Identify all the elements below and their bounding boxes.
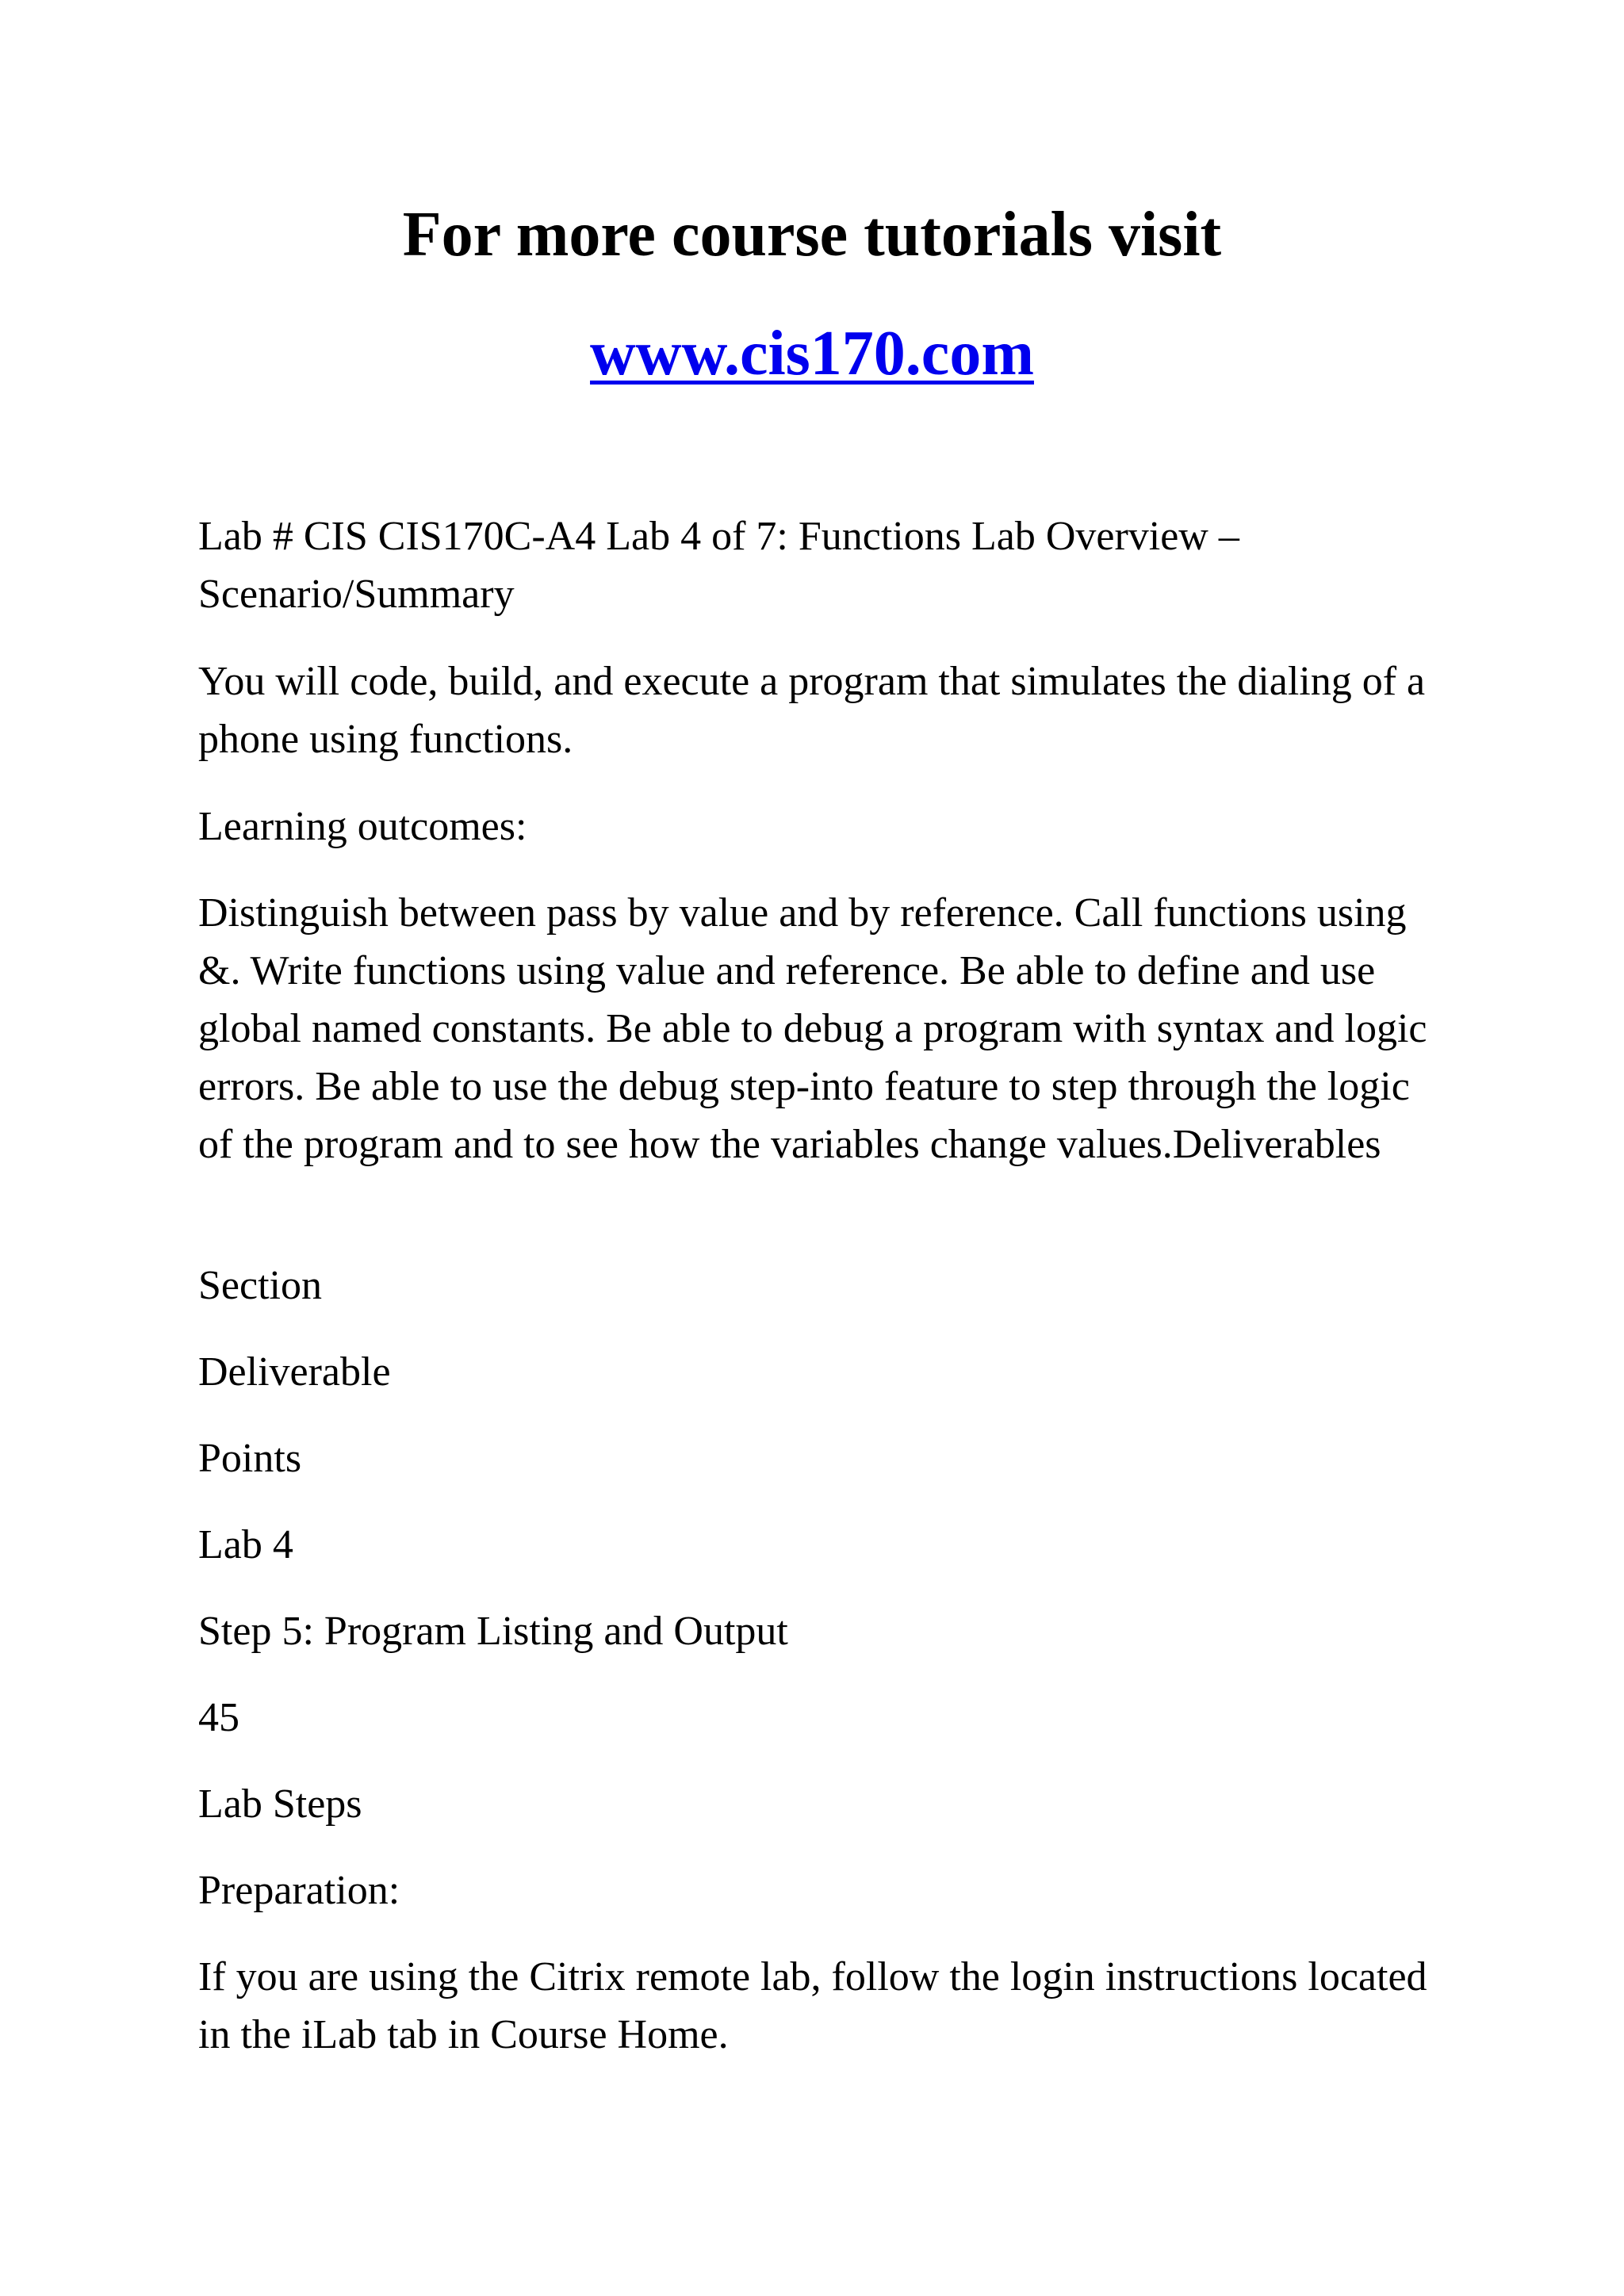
section-label: Section xyxy=(198,1263,322,1308)
lab-title-paragraph: Lab # CIS CIS170C-A4 Lab 4 of 7: Functions Lab Overview – Scenario/Summary xyxy=(198,514,1239,617)
learning-outcomes-heading: Learning outcomes: xyxy=(198,804,527,849)
step5-label: Step 5: Program Listing and Output xyxy=(198,1609,788,1654)
intro-paragraph: You will code, build, and execute a program that simulates the dialing of a phone using functions. xyxy=(198,659,1426,762)
lab-steps-heading: Lab Steps xyxy=(198,1781,362,1827)
points-label: Points xyxy=(198,1436,302,1481)
points-value: 45 xyxy=(198,1695,239,1740)
citrix-paragraph: If you are using the Citrix remote lab, follow the login instructions located in the iLab tab in Course Home. xyxy=(198,1954,1427,2057)
website-link[interactable]: www.cis170.com xyxy=(590,319,1034,388)
learning-outcomes-paragraph: Distinguish between pass by value and by reference. Call functions using &. Write functions using value and reference. Be able to define and use global named constants. Be able to debug a program with syntax and logic errors. Be able to use the debug step-into feature to step through the logic of the program and to see how the variables change values.Deliverables xyxy=(198,890,1427,1167)
deliverable-label: Deliverable xyxy=(198,1349,391,1395)
preparation-heading: Preparation: xyxy=(198,1868,400,1913)
lab4-label: Lab 4 xyxy=(198,1522,293,1567)
page-title: For more course tutorials visit xyxy=(402,200,1222,270)
